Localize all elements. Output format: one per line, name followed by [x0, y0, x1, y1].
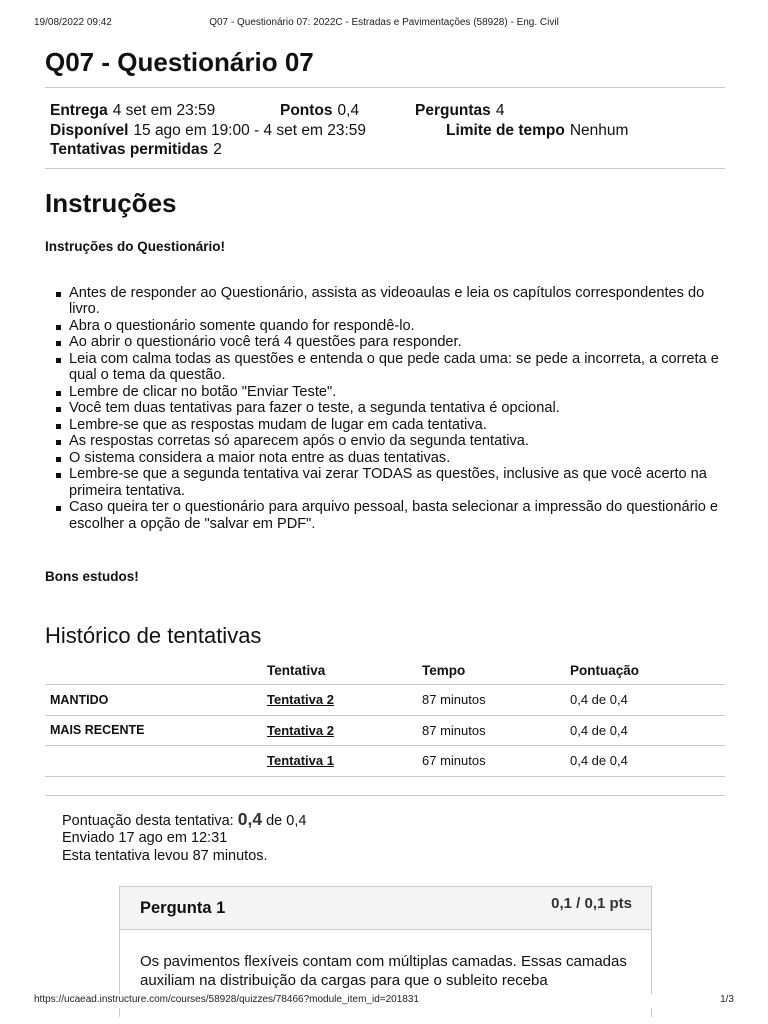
table-spacer-row	[45, 776, 725, 795]
attempt-score: 0,4 de 0,4	[565, 685, 725, 716]
page-title: Q07 - Questionário 07	[45, 47, 314, 77]
print-document-title: Q07 - Questionário 07: 2022C - Estradas e Pavimentações (58928) - Eng. Civil	[209, 17, 559, 28]
table-row	[45, 715, 725, 746]
list-item: Ao abrir o questionário você terá 4 questões para responder.	[69, 334, 725, 351]
table-row	[45, 685, 725, 716]
list-item: Antes de responder ao Questionário, assista as videoaulas e leia os capítulos correspondentes do livro.	[69, 285, 725, 318]
attempt-score-line	[62, 808, 725, 831]
details-row-1	[50, 101, 720, 121]
list-item: As respostas corretas só aparecem após o envio da segunda tentativa.	[69, 433, 725, 450]
table-header-row	[45, 656, 725, 685]
closing-text: Bons estudos!	[45, 569, 139, 584]
attempt-link[interactable]: Tentativa 2	[267, 692, 334, 708]
print-datetime: 19/08/2022 09:42	[34, 17, 112, 28]
score-suffix: de 0,4	[266, 812, 307, 829]
list-item: Você tem duas tentativas para fazer o teste, a segunda tentativa é opcional.	[69, 400, 725, 417]
question-header	[120, 887, 651, 930]
list-item: Caso queira ter o questionário para arquivo pessoal, basta selecionar a impressão do questionário e escolher a opção de "salvar em PDF".	[69, 499, 725, 532]
attempt-score: 0,4 de 0,4	[565, 715, 725, 746]
print-header	[34, 17, 734, 31]
list-item: Lembre-se que a segunda tentativa vai zerar TODAS as questões, inclusive as que você acerto na primeira tentativa.	[69, 466, 725, 499]
due-date: Entrega 4 set em 23:59	[50, 102, 216, 119]
availability: Disponível 15 ago em 19:00 - 4 set em 23:59	[50, 121, 367, 139]
column-header-attempt: Tentativa	[262, 656, 417, 685]
attempt-score: 0,4 de 0,4	[565, 746, 725, 777]
time-limit: Limite de tempo Nenhum	[446, 121, 629, 139]
quiz-content	[45, 44, 725, 865]
question-points: 0,1 / 0,1 pts	[551, 895, 632, 912]
points: Pontos 0,4	[280, 102, 360, 119]
divider	[45, 795, 725, 796]
column-header-time: Tempo	[417, 656, 565, 685]
submitted-at: Enviado 17 ago em 12:31	[62, 830, 228, 846]
score-value: 0,4	[237, 808, 263, 829]
divider	[45, 87, 725, 88]
attempt-history-table	[45, 656, 725, 795]
details-row-2	[50, 121, 720, 141]
question-count: Perguntas 4	[415, 102, 505, 119]
instructions-heading: Instruções	[45, 187, 177, 218]
question-title: Pergunta 1	[140, 899, 226, 917]
attempt-time: 87 minutos	[417, 685, 565, 716]
print-footer	[34, 994, 734, 1008]
list-item: Lembre-se que as respostas mudam de lugar em cada tentativa.	[69, 417, 725, 434]
instructions-subheading: Instruções do Questionário!	[45, 238, 226, 254]
instructions-list	[45, 285, 725, 533]
table-row	[45, 746, 725, 777]
page-number: 1/3	[720, 994, 734, 1005]
attempt-status: MAIS RECENTE	[45, 715, 262, 746]
list-item: Abra o questionário somente quando for respondê-lo.	[69, 318, 725, 335]
column-header-status	[45, 656, 262, 685]
attempt-status	[45, 746, 262, 777]
print-url: https://ucaead.instructure.com/courses/58928/quizzes/78466?module_item_id=201831	[34, 994, 419, 1005]
divider	[45, 168, 725, 169]
attempt-duration: Esta tentativa levou 87 minutos.	[62, 847, 268, 864]
list-item: Lembre de clicar no botão "Enviar Teste".	[69, 384, 725, 401]
column-header-score: Pontuação	[565, 656, 725, 685]
attempt-status: MANTIDO	[45, 685, 262, 716]
list-item: O sistema considera a maior nota entre as duas tentativas.	[69, 450, 725, 467]
allowed-attempts: Tentativas permitidas 2	[50, 141, 222, 158]
quiz-details	[45, 94, 725, 168]
details-row-3	[50, 140, 720, 160]
history-heading: Histórico de tentativas	[45, 623, 262, 648]
attempt-summary	[62, 808, 725, 866]
question-text: Os pavimentos flexíveis contam com múltiplas camadas. Essas camadas auxiliam na distribuição da cargas para que o subleito receba	[140, 953, 627, 989]
attempt-link[interactable]: Tentativa 1	[267, 753, 334, 769]
attempt-link[interactable]: Tentativa 2	[267, 722, 334, 738]
list-item: Leia com calma todas as questões e entenda o que pede cada uma: se pede a incorreta, a correta e qual o tema da questão.	[69, 351, 725, 384]
attempt-time: 67 minutos	[417, 746, 565, 777]
attempt-time: 87 minutos	[417, 715, 565, 746]
score-label: Pontuação desta tentativa:	[62, 812, 234, 829]
